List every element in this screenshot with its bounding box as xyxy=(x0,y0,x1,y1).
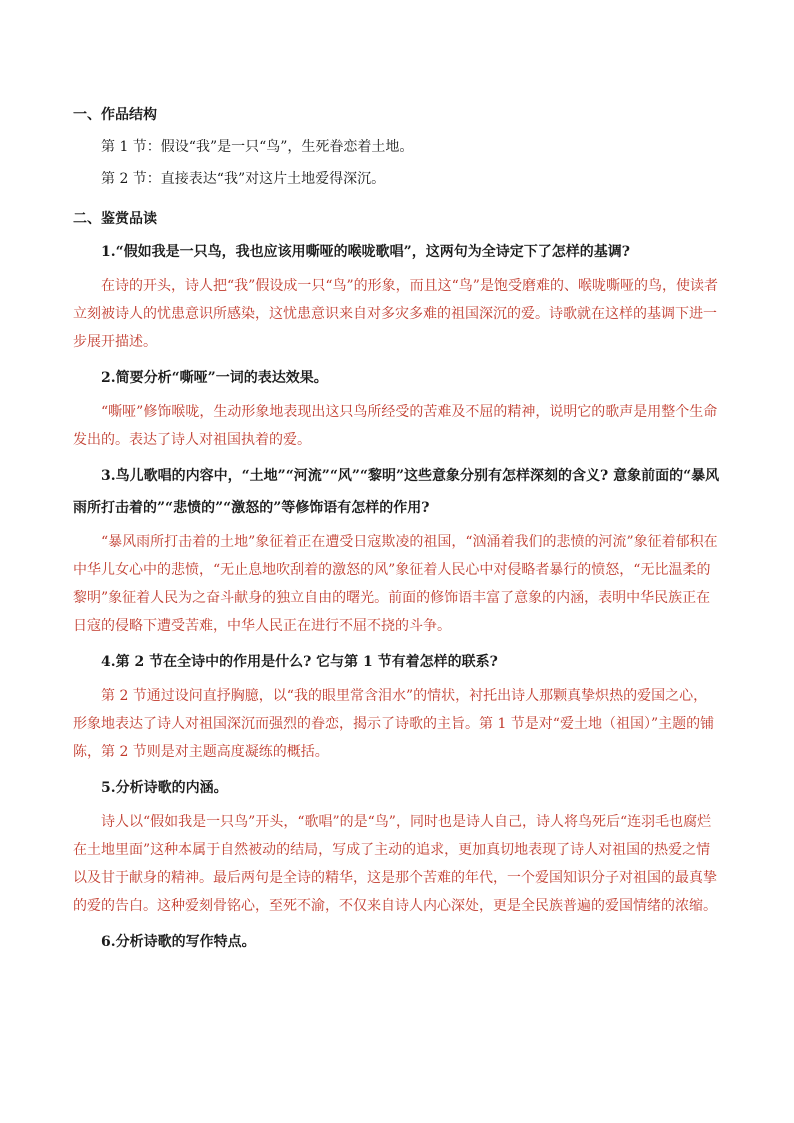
qa-item xyxy=(73,236,721,356)
answer-text: 第 2 节通过设问直抒胸臆，以“我的眼里常含泪水”的情状，衬托出诗人那颗真挚炽热的爱国之心，形象地表达了诗人对祖国深沉而强烈的眷恋，揭示了诗歌的主旨。第 1 节是对“爱土地（祖国）”主题的铺陈，第 2 节则是对主题高度凝练的概括。 xyxy=(73,688,715,760)
question-text: 6.分析诗歌的写作特点。 xyxy=(101,934,256,950)
question-text: 5.分析诗歌的内涵。 xyxy=(101,780,228,796)
qa-item xyxy=(73,926,721,958)
answer-text: 在诗的开头，诗人把“我”假设成一只“鸟”的形象，而且这“鸟”是饱受磨难的、喉咙嘶哑的鸟，使读者立刻被诗人的忧患意识所感染，这忧患意识来自对多灾多难的祖国深沉的爱。诗歌就在这样的基调下进一步展开描述。 xyxy=(73,278,718,350)
document-body xyxy=(73,104,721,962)
structure-line: 第 2 节：直接表达“我”对这片土地爱得深沉。 xyxy=(101,171,386,187)
qa-item xyxy=(73,362,721,454)
section-heading: 二、鉴赏品读 xyxy=(73,211,157,227)
structure-line: 第 1 节：假设“我”是一只“鸟”，生死眷恋着土地。 xyxy=(101,139,414,155)
question-text: 4.第 2 节在全诗中的作用是什么? 它与第 1 节有着怎样的联系? xyxy=(101,654,498,670)
question-text: 1.“假如我是一只鸟，我也应该用嘶哑的喉咙歌唱”，这两句为全诗定下了怎样的基调? xyxy=(101,244,630,260)
question-text: 2.简要分析“嘶哑”一词的表达效果。 xyxy=(101,370,328,386)
qa-item xyxy=(73,460,721,640)
answer-text: “暴风雨所打击着的土地”象征着正在遭受日寇欺凌的祖国，“汹涌着我们的悲愤的河流”象征着郁积在中华儿女心中的悲愤，“无止息地吹刮着的激怒的风”象征着人民心中对侵略者暴行的愤怒，“无比温柔的黎明”象征着人民为之奋斗献身的独立自由的曙光。前面的修饰语丰富了意象的内涵，表明中华民族正在日寇的侵略下遭受苦难，中华人民正在进行不屈不挠的斗争。 xyxy=(73,534,718,634)
answer-text: 诗人以“假如我是一只鸟”开头，“歌唱”的是“鸟”，同时也是诗人自己，诗人将鸟死后“连羽毛也腐烂在土地里面”这种本属于自然被动的结局，写成了主动的追求，更加真切地表现了诗人对祖国的热爱之情以及甘于献身的精神。最后两句是全诗的精华，这是那个苦难的年代，一个爱国知识分子对祖国的最真挚的爱的告白。这种爱刻骨铭心，至死不渝，不仅来自诗人内心深处，更是全民族普遍的爱国情绪的浓缩。 xyxy=(73,814,717,914)
qa-item xyxy=(73,772,721,920)
section-heading: 一、作品结构 xyxy=(73,107,157,123)
section-appreciation xyxy=(73,208,721,958)
answer-text: “嘶哑”修饰喉咙，生动形象地表现出这只鸟所经受的苦难及不屈的精神，说明它的歌声是用整个生命发出的。表达了诗人对祖国执着的爱。 xyxy=(73,404,718,448)
section-structure xyxy=(73,104,721,190)
qa-item xyxy=(73,646,721,766)
question-text: 3.鸟儿歌唱的内容中，“土地”“河流”“风”“黎明”这些意象分别有怎样深刻的含义? 意象前面的“暴风雨所打击着的”“悲愤的”“激怒的”等修饰语有怎样的作用? xyxy=(73,468,720,516)
